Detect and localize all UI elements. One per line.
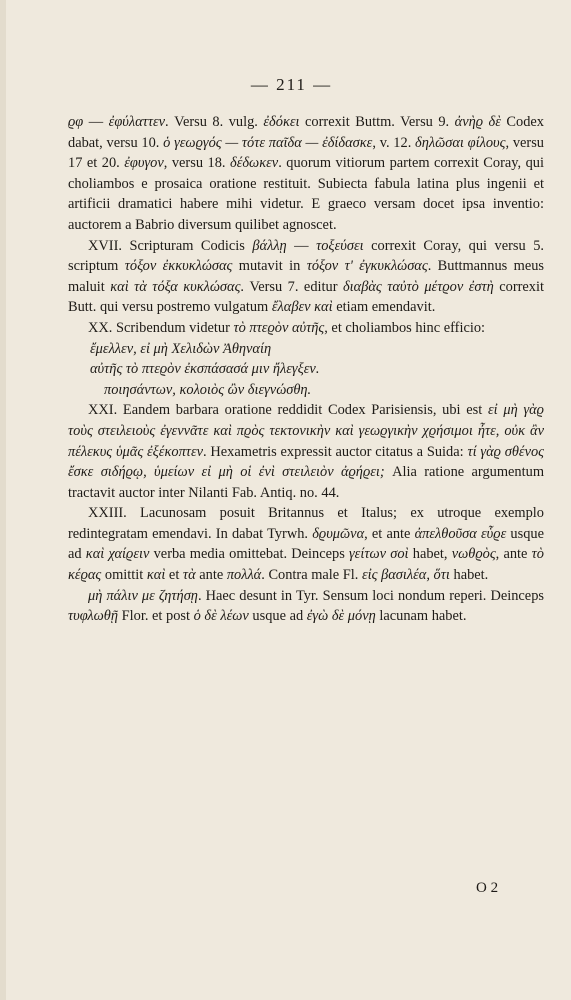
latin-text: , et choliambos hinc efficio: (324, 319, 486, 336)
greek-text: καὶ (146, 567, 166, 584)
latin-text: usque ad (68, 525, 545, 563)
latin-text: et (165, 567, 183, 584)
greek-text: τυφλωθῇ (68, 608, 119, 625)
greek-text: καὶ τὰ τόξα κυκλώσας (110, 278, 241, 295)
greek-text: καὶ χαίϱειν (85, 546, 150, 563)
latin-text: , v. 12. (372, 134, 416, 151)
greek-text: εἰ μὴ γὰϱ τοὺς στειλειοὺς ἐγεννᾶτε καὶ πϱὸς τεκτονικὴν καὶ γεωϱγικὴν χϱήσιμοι ἦτε, οὐκ ἂν πέλεκυς ὑμᾶς ἐξέκοπτεν (68, 402, 544, 460)
verse-block (68, 339, 544, 401)
greek-text: ἀνὴϱ δὲ (454, 114, 501, 130)
latin-text: correxit Coray, qui versu 5. scriptum (68, 237, 544, 275)
latin-text: , et ante (364, 525, 415, 542)
latin-text: Flor. et post (118, 608, 194, 625)
greek-text: πολλά (226, 567, 262, 584)
greek-text: δέδωκεν (230, 155, 279, 172)
greek-text: τὰ (182, 567, 196, 584)
paragraph-p3 (68, 318, 544, 339)
latin-text: ante (195, 567, 227, 584)
greek-text: μὴ πάλιν με ζητήσῃ (88, 587, 198, 604)
latin-text: XX. Scribendum videtur (88, 319, 234, 336)
greek-text: τόξον ἐκκυκλώσας (124, 258, 233, 275)
greek-text: ἀπελθοῦσα εὗϱε (414, 525, 507, 542)
greek-text: νωθϱὸς (451, 546, 496, 563)
paragraph-p2 (68, 236, 544, 318)
greek-text: ἐφυγον (124, 155, 164, 172)
greek-text: ὁ γεωϱγός — τότε παῖδα — ἐδίδασκε (163, 134, 373, 151)
latin-text: XVII. Scripturam Codicis (88, 237, 253, 254)
greek-text: εἰς βασιλέα, ὅτι (361, 567, 450, 584)
body-text (68, 112, 544, 627)
greek-text: δϱυμῶνα (312, 525, 365, 542)
latin-text: . Contra male Fl. (261, 567, 362, 584)
greek-text: δηλῶσαι φίλους (415, 134, 506, 151)
paragraphs-after-verse (68, 400, 544, 627)
greek-text: ἐδόκει (263, 114, 300, 130)
latin-text: verba media omittebat. Deinceps (149, 546, 350, 563)
latin-text: XXIII. Lacunosam posuit Britannus et Italus; ex utroque exemplo redintegratam emendavi. In dabat Tyrwh. (68, 505, 544, 542)
greek-text: τὸ κέϱας (68, 546, 544, 584)
paragraph-p5 (68, 503, 544, 585)
catchword: O 2 (476, 880, 499, 896)
greek-text: γείτων σοὶ (349, 546, 409, 563)
latin-text: . Hexametris expressit auctor citatus a Suida: (203, 443, 468, 460)
paragraph-p6 (68, 586, 544, 627)
paragraphs-before-verse (68, 112, 544, 339)
latin-text: Alia ratione argumentum tractavit auctor inter Nilanti Fab. Antiq. no. 44. (68, 464, 545, 501)
greek-text: ϱφ (68, 114, 84, 130)
latin-text: , versu 17 et 20. (68, 134, 544, 172)
latin-text: Codex dabat, versu 10. (68, 114, 544, 151)
greek-text: ἐγὼ δὲ μόνῃ (306, 608, 376, 625)
latin-text: XXI. Eandem barbara oratione reddidit Codex Parisiensis, ubi est (88, 402, 488, 419)
greek-text: τὸ πτεϱὸν αὐτῆς (233, 319, 325, 336)
latin-text: — (83, 114, 109, 130)
latin-text: correxit Buttm. Versu 9. (299, 114, 455, 130)
greek-text: τοξεύσει (316, 237, 364, 254)
latin-text: usque ad (248, 608, 307, 625)
latin-text: lacunam habet. (375, 608, 467, 625)
latin-text: habet, (408, 546, 452, 563)
latin-text: correxit Butt. qui versu postremo vulgatum (68, 278, 544, 316)
greek-text: τί γὰϱ σθένος ἔσκε σιδήϱῳ, ὑμείων εἰ μὴ οἱ ἐνὶ στειλειὸν ἀϱήϱει; (68, 443, 544, 481)
latin-text: . quorum vitiorum partem correxit Coray, qui choliambos e prosaica oratione restituit. Subiecta fabula latina plus ingenii et artificii dramatici habere mihi videtur. E graeco versam docet ipsa inventio: auctorem a Babrio diversum quilibet agnoscet. (68, 155, 544, 233)
verse-line: αὐτῆς τὸ πτεϱὸν ἐκσπάσασά μιν ἤλεγξεν. (90, 361, 320, 378)
latin-text: , ante (495, 546, 532, 563)
paragraph-p1 (68, 112, 544, 236)
greek-text: ἔλαβεν καὶ (271, 299, 333, 316)
latin-text: mutavit in (232, 258, 307, 275)
verse-line: ἔμελλεν, εἰ μὴ Χελιδὼν Ἀθηναίη (90, 340, 272, 357)
page-number: — 211 — (250, 75, 333, 94)
greek-text: βάλλῃ (252, 237, 287, 254)
latin-text: etiam emendavit. (332, 299, 436, 316)
latin-text: , versu 18. (163, 155, 230, 172)
latin-text: — (286, 237, 317, 254)
greek-text: ἐφύλαττεν (108, 114, 166, 130)
greek-text: τόξον τ' ἐγκυκλώσας (306, 258, 428, 275)
greek-text: διαβὰς ταὐτὸ μέτϱον ἐστὴ (342, 278, 494, 295)
latin-text: . Haec desunt in Tyr. Sensum loci nondum reperi. Deinceps (197, 587, 544, 604)
latin-text: omittit (101, 567, 147, 584)
greek-text: ὁ δὲ λέων (193, 608, 249, 625)
latin-text: . Versu 7. editur (240, 278, 343, 295)
verse-line: ποιησάντων, κολοιὸς ὢν διεγνώσθη. (104, 381, 312, 398)
latin-text: . Buttmannus meus maluit (68, 258, 544, 295)
paragraph-p4 (68, 400, 544, 503)
latin-text: habet. (449, 567, 489, 584)
latin-text: . Versu 8. vulg. (165, 114, 264, 130)
